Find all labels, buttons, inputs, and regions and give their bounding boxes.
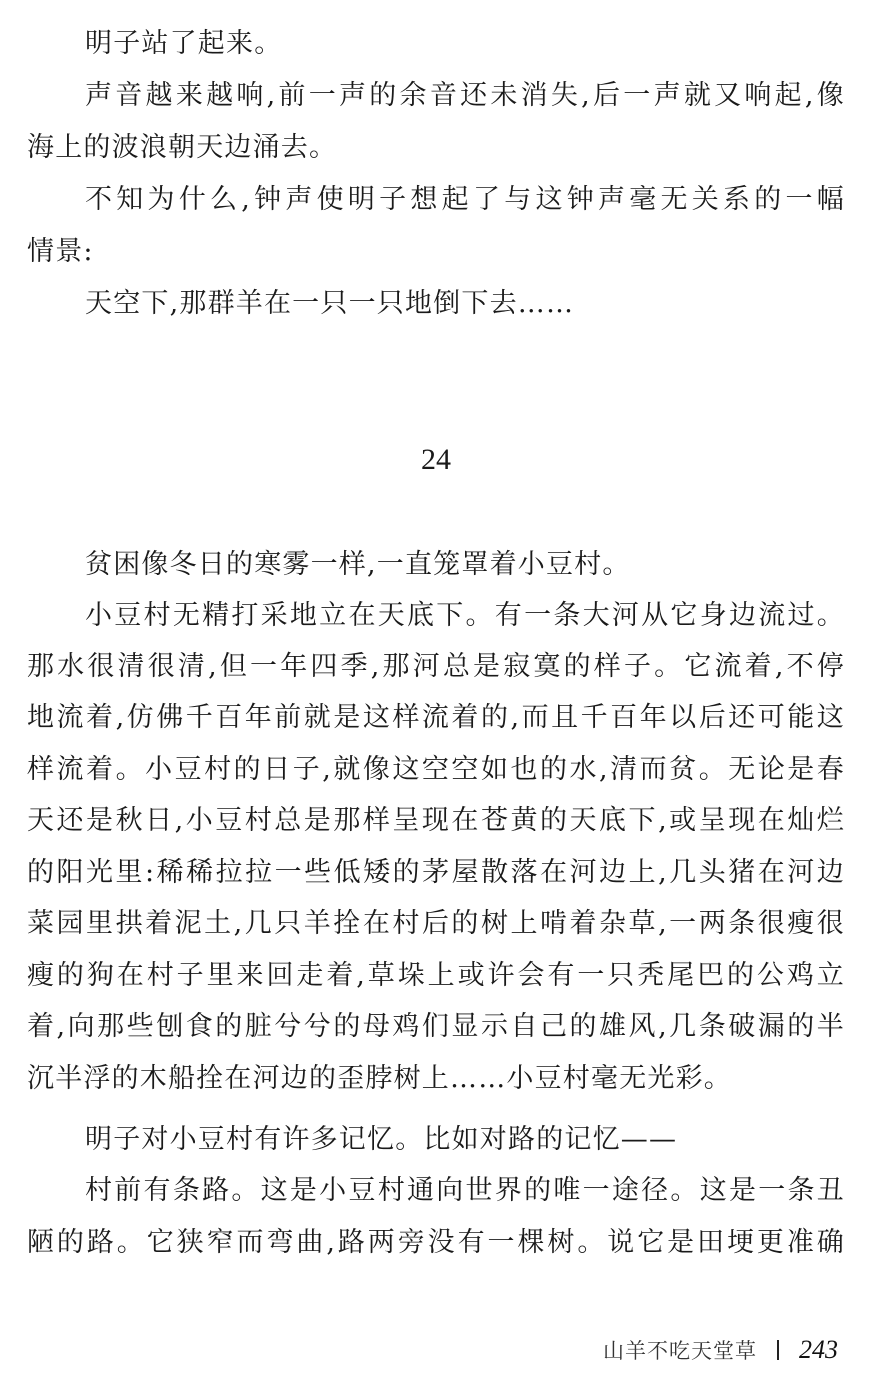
text-line: 海上的波浪朝天边涌去。 — [27, 132, 338, 163]
text-line: 村前有条路。这是小豆村通向世界的唯一途径。这是一条丑 — [85, 1175, 845, 1206]
text-line: 沉半浮的木船拴在河边的歪脖树上……小豆村毫无光彩。 — [27, 1063, 732, 1094]
text-line: 声音越来越响,前一声的余音还未消失,后一声就又响起,像 — [85, 80, 845, 111]
text-line: 样流着。小豆村的日子,就像这空空如也的水,清而贫。无论是春 — [27, 754, 845, 785]
text-line: 菜园里拱着泥土,几只羊拴在村后的树上啃着杂草,一两条很瘦很 — [27, 908, 845, 939]
text-line: 着,向那些刨食的脏兮兮的母鸡们显示自己的雄风,几条破漏的半 — [27, 1011, 845, 1042]
text-line: 明子对小豆村有许多记忆。比如对路的记忆—— — [85, 1124, 678, 1155]
text-line: 情景: — [27, 236, 94, 267]
text-line: 天还是秋日,小豆村总是那样呈现在苍黄的天底下,或呈现在灿烂 — [27, 805, 845, 836]
text-line: 陋的路。它狭窄而弯曲,路两旁没有一棵树。说它是田埂更准确 — [27, 1227, 845, 1258]
text-line: 不知为什么,钟声使明子想起了与这钟声毫无关系的一幅 — [85, 184, 845, 215]
running-book-title: 山羊不吃天堂草 — [603, 1339, 757, 1363]
footer-separator — [777, 1340, 779, 1360]
page-footer — [603, 1332, 838, 1368]
page-number: 243 — [799, 1335, 838, 1364]
text-line: 的阳光里:稀稀拉拉一些低矮的茅屋散落在河边上,几头猪在河边 — [27, 857, 845, 888]
text-line: 天空下,那群羊在一只一只地倒下去…… — [85, 288, 575, 319]
text-line: 地流着,仿佛千百年前就是这样流着的,而且千百年以后还可能这 — [27, 702, 845, 733]
text-line: 明子站了起来。 — [85, 28, 283, 59]
text-line: 那水很清很清,但一年四季,那河总是寂寞的样子。它流着,不停 — [27, 651, 845, 682]
chapter-number: 24 — [421, 443, 451, 476]
text-line: 贫困像冬日的寒雾一样,一直笼罩着小豆村。 — [85, 549, 631, 580]
text-line: 小豆村无精打采地立在天底下。有一条大河从它身边流过。 — [85, 600, 845, 631]
text-line: 瘦的狗在村子里来回走着,草垛上或许会有一只秃尾巴的公鸡立 — [27, 960, 845, 991]
